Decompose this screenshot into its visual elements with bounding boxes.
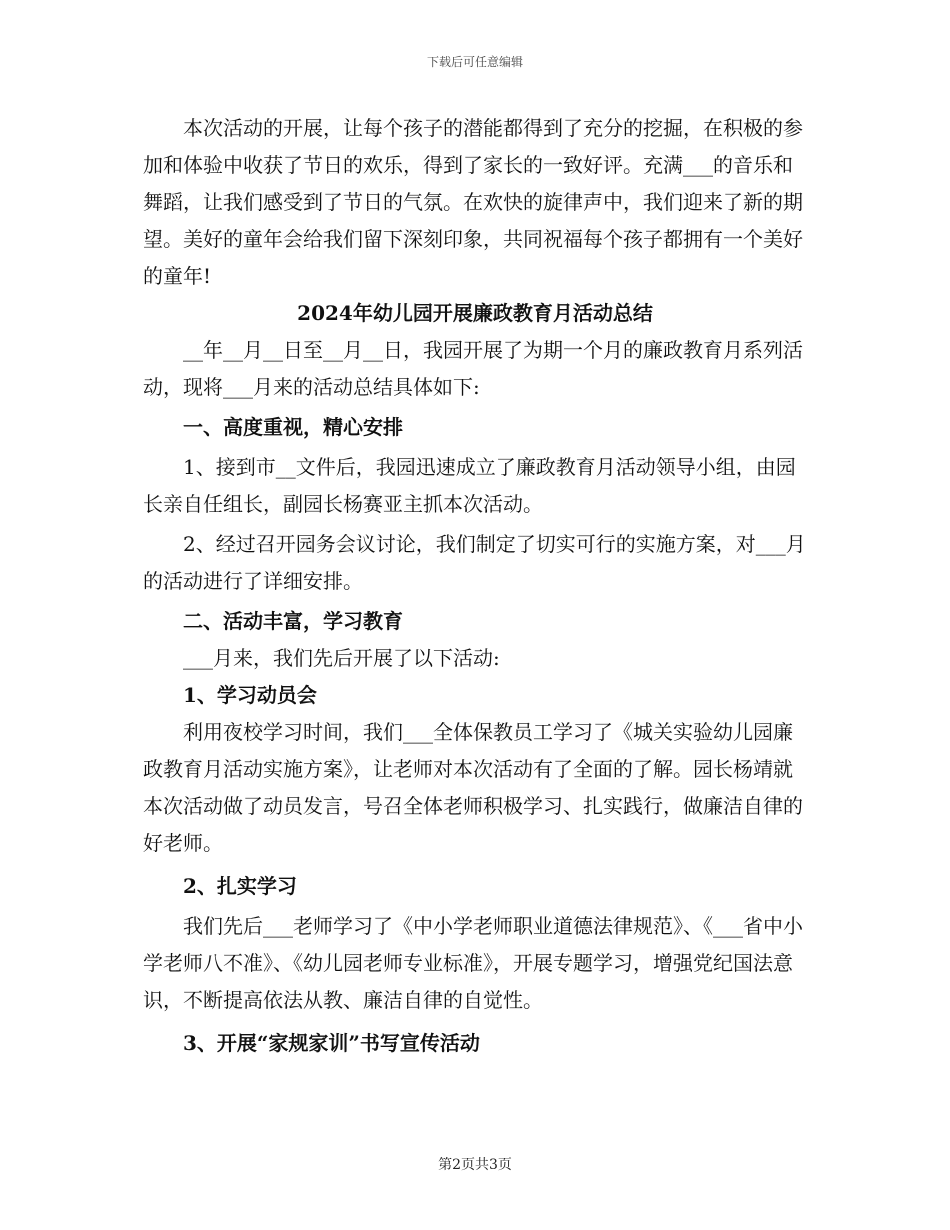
document-title: 2024年幼儿园开展廉政教育月活动总结 bbox=[297, 301, 653, 325]
paragraph-overview: __年__月__日至__月__日，我园开展了为期一个月的廉政教育月系列活动，现将___月来的活动总结具体如下: bbox=[143, 338, 803, 399]
paragraph-item-1: 1、接到市__文件后，我园迅速成立了廉政教育月活动领导小组，由园长亲自任组长，副园长杨赛亚主抓本次活动。 bbox=[143, 455, 796, 516]
page-header: 下载后可任意编辑 bbox=[426, 55, 523, 69]
document-body bbox=[143, 110, 807, 1062]
page-footer: 第2页共3页 bbox=[438, 1157, 512, 1173]
paragraph-intro: 本次活动的开展，让每个孩子的潜能都得到了充分的挖掘，在积极的参加和体验中收获了节日的欢乐，得到了家长的一致好评。充满___的音乐和舞蹈，让我们感受到了节日的气氛。在欢快的旋律声中，我们迎来了新的期望。美好的童年会给我们留下深刻印象，共同祝福每个孩子都拥有一个美好的童年! bbox=[143, 116, 803, 288]
section-heading-2: 二、活动丰富，学习教育 bbox=[183, 609, 403, 633]
paragraph-item-2: 2、经过召开园务会议讨论，我们制定了切实可行的实施方案，对___月的活动进行了详细安排。 bbox=[143, 532, 806, 593]
subheading-1: 1、学习动员会 bbox=[183, 683, 317, 707]
subheading-3: 3、开展“家规家训”书写宣传活动 bbox=[183, 1031, 480, 1055]
paragraph-mobilization: 利用夜校学习时间，我们___全体保教员工学习了《城关实验幼儿园廉政教育月活动实施方案》，让老师对本次活动有了全面的了解。园长杨靖就本次活动做了动员发言，号召全体老师积极学习、扎实践行，做廉洁自律的好老师。 bbox=[143, 720, 803, 855]
paragraph-activities-intro: ___月来，我们先后开展了以下活动: bbox=[183, 646, 500, 670]
subheading-2: 2、扎实学习 bbox=[183, 874, 297, 898]
paragraph-study: 我们先后___老师学习了《中小学老师职业道德法律规范》、《___省中小学老师八不准》、《幼儿园老师专业标准》，开展专题学习，增强党纪国法意识，不断提高依法从教、廉洁自律的自觉性。 bbox=[143, 914, 803, 1012]
section-heading-1: 一、高度重视，精心安排 bbox=[183, 415, 403, 439]
